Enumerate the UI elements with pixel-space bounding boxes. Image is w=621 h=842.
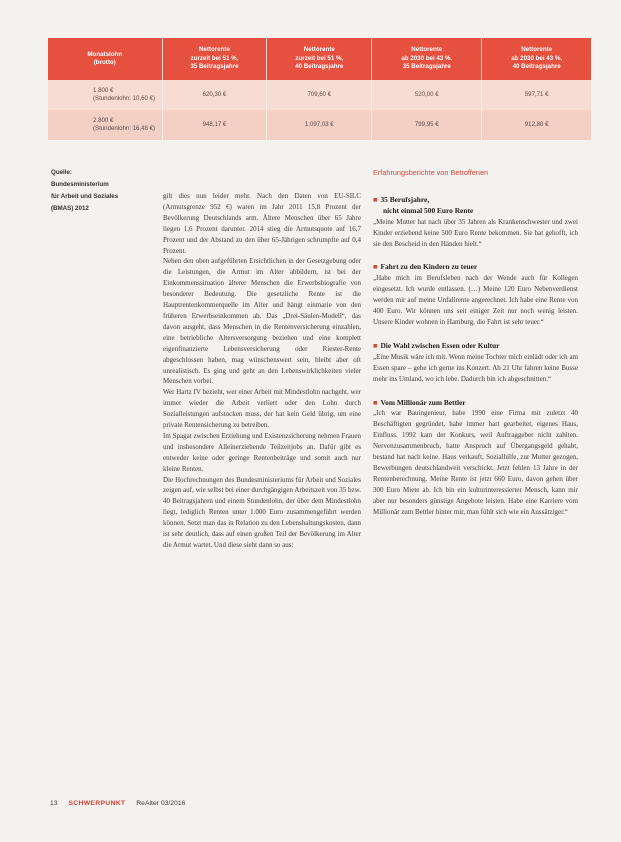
pension-cell: 799,95 € — [372, 110, 482, 140]
testimonial-title: ■ Vom Millionär zum Bettler — [373, 397, 466, 407]
header-pension-current-35: Nettorente zurzeit bei 51 %, 35 Beitragsjahre — [162, 38, 267, 80]
testimonial-title: ■ Fahrt zu den Kindern zu teuer — [373, 262, 478, 272]
paragraph: Neben den oben aufgeführten Ersichtlichen in der Gesetzgebung oder die Leistungen, die Armut im Alter abbildern, ist bei der Einkommenssituation älterer Menschen die Erwerbsbiografie von besonderer Bedeutung. Die gesetzliche Rente ist die Hauptrentenkommerquelle im Alter und hängt einmarie von den früheren Erwerbseinkommen ab. Das „Drei-Säulen-Modell“, das davon ausgeht, dass Menschen in die Rentenversicherung einzahlen, eine betriebliche Altersversorgung beziehen und eine komplett eigenfinanzierte Lebensversicherung oder Riester-Rente abgeschlossen haben, mag wünschenswert sein, bleibt aber oft unrealistisch. Es ging und geht an den Lebenswirklichkeiten vieler Menschen vorbei. — [163, 257, 361, 386]
testimonial — [369, 195, 578, 250]
bullet-icon: ■ — [373, 262, 378, 272]
header-pension-2030-35: Nettorente ab 2030 bei 43 %, 35 Beitragsjahre — [372, 38, 482, 80]
testimonial-body: „Ich war Bauingenieur, habe 1990 eine Firma mit zuletzt 40 Beschäftigten gegründet, habe immer hart gearbeitet, eigenes Haus, Einfluss. 1992 kam der Konkurs, weil Auftraggeber nicht zahlten. Nervenzusammenbruch, hatte Anspruch auf Übergangsgeld gehabt, bestand hat nach keine. Haus verkauft, Sozialhilfe, zur Mutter gezogen, Bewerbungen deutschlandweit verschickt. Jetzt fehlen 13 Jahre in der Rentenberechnung. Meine Rente ist jetzt 660 Euro, davon gehen über 300 Euro Miete ab. Ich bin ein kulturinteressierter Mensch, kann mir aber nur besonders günstige Angebote leisten. Habe eine Karriere vom Millionär zum Bettler hinter mir, man fühlt sich wie ein Aussätziger.“ — [373, 409, 578, 516]
paragraph: gilt dies nun leider mehr. Nach den Daten von EU-SILC (Armutsgrenze 952 €) waren im Jahr 2011 15,8 Prozent der Bevölkerung Deutschlands arm. Ältere Menschen über 65 Jahre liegen 1,6 Prozent darunter. 2014 stieg die Armutsquote auf 16,7 Prozent und der Abstand zu den über 65-Jährigen schrumpfte auf 0,4 Prozent. — [163, 192, 361, 255]
pension-cell: 1.097,03 € — [267, 110, 372, 140]
header-pension-2030-40: Nettorente ab 2030 bei 43 %, 40 Beitragsjahre — [482, 38, 591, 80]
testimonial — [369, 341, 578, 385]
paragraph: Die Hochrechnungen des Bundesministeriums für Arbeit und Soziales zeigen auf, wie selbst bei einer durchgängigen Arbeitszeit von 35 bzw. 40 Beitragsjahren und einem Stundenlohn, der über dem Mindestlohn liegt, lediglich Renten unter 1.000 Euro zusammengeführt werden können. Setzt man das in Relation zu den Lebenshaltungskosten, dann ist sehr deutlich, dass auf einen großen Teil der Bevölkerung im Alter die Armut wartet. Und diese sieht dann so aus: — [163, 475, 361, 549]
testimonials-column — [369, 168, 578, 530]
pension-cell: 520,00 € — [372, 80, 482, 110]
header-monthly-wage: Monatslohn (brutto) — [48, 38, 162, 80]
testimonial-body: „Eine Musik wäre ich mit. Wenn meine Tochter mich einlädt oder ich am Essen spare – gehe ich gerne ins Konzert. Ab 21 Uhr fahren keine Busse mehr ins Umland, wo ich lebe. Dadurch bin ich abgeschnitten.“ — [373, 352, 578, 383]
pension-table — [48, 38, 591, 140]
pension-cell: 948,17 € — [162, 110, 267, 140]
wage-cell: 2.800 € (Stundenlohn: 16,48 €) — [48, 110, 162, 140]
paragraph: Im Spagat zwischen Erziehung und Existenzsicherung nehmen Frauen und insbesondere Alleinerziehende Teilzeitjobs an. Dafür gibt es entweder keine oder geringe Rentenbeiträge und somit auch nur kleine Renten. — [163, 431, 361, 473]
pension-cell: 912,80 € — [482, 110, 591, 140]
table-row — [48, 80, 591, 110]
testimonial — [369, 262, 578, 327]
bullet-icon: ■ — [373, 340, 378, 350]
issue-label: ReAlter 03/2016 — [136, 800, 186, 807]
bullet-icon: ■ — [373, 194, 378, 204]
pension-cell: 709,60 € — [267, 80, 372, 110]
article-body-column — [163, 191, 361, 551]
table-row — [48, 110, 591, 140]
wage-cell: 1.800 € (Stundenlohn: 10,60 €) — [48, 80, 162, 110]
header-pension-current-40: Nettorente zurzeit bei 51 %, 40 Beitragsjahre — [267, 38, 372, 80]
page-footer — [50, 800, 185, 807]
pension-cell: 597,71 € — [482, 80, 591, 110]
testimonial-title: ■ 35 Berufsjahre, nicht einmal 500 Euro Rente — [373, 194, 474, 215]
paragraph: Wer Hartz IV bezieht, wer einer Arbeit mit Mindestlohn nachgeht, wer immer wieder die Arbeit verliert oder den Lohn durch Sozialleistungen aufstocken muss, der hat kein Geld übrig, um eine private Rentensicherung zu betreiben. — [163, 388, 361, 430]
section-name: SCHWERPUNKT — [68, 800, 126, 807]
bullet-icon: ■ — [373, 397, 378, 407]
pension-cell: 620,30 € — [162, 80, 267, 110]
page-number: 13 — [50, 800, 58, 807]
table-header-row — [48, 38, 591, 80]
testimonial-body: „Habe mich im Berufsleben nach der Wende auch für Kollegen eingesetzt. Ich wurde entlassen. (…) Meine 120 Euro Nebenverdienst werden mir auf meine Unfallrente angerechnet. Ich habe eine Rente von 400 Euro. Wir können uns seit einiger Zeit nur noch wenig leisten. Unsere Kinder wohnen in Hamburg, die Fahrt ist sehr teuer.“ — [373, 274, 578, 326]
testimonial-title: ■ Die Wahl zwischen Essen oder Kultur — [373, 340, 500, 350]
table-source: Quelle: Bundesministerium für Arbeit und Soziales (BMAS) 2012 — [51, 169, 119, 212]
testimonials-heading: Erfahrungsberichte von Betroffenen — [373, 168, 489, 177]
testimonial-body: „Meine Mutter hat nach über 35 Jahren als Krankenschwester und zwei Kinder erziehend keine 500 Euro Rente bekommen. Sie hat gehofft, ich sie den Bescheid in den Händen hielt.“ — [373, 217, 578, 248]
testimonial — [369, 398, 578, 518]
